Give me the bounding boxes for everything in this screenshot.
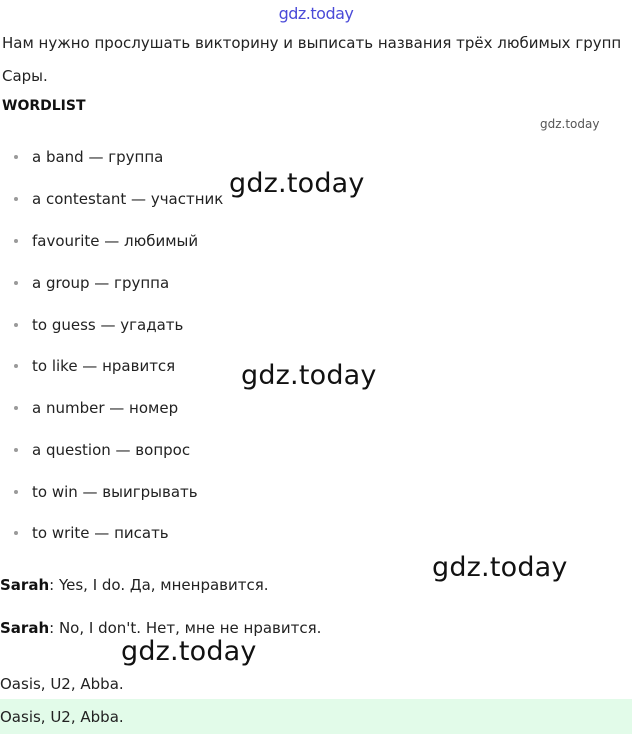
intro-line-2: Сары. [2, 67, 48, 85]
watermark-small: gdz.today [540, 117, 600, 131]
watermark-big: gdz.today [432, 552, 568, 583]
speaker-name: Sarah [0, 576, 50, 594]
word-entry: favourite — любимый [32, 232, 199, 250]
watermark-big: gdz.today [121, 636, 257, 667]
list-item [14, 399, 178, 417]
bullet-icon [14, 197, 18, 201]
bullet-icon [14, 490, 18, 494]
dialog-line-1 [0, 576, 269, 594]
intro-line-1: Нам нужно прослушать викторину и выписать названия трёх любимых групп [2, 34, 622, 52]
word-entry: to guess — угадать [32, 316, 184, 334]
word-entry: a question — вопрос [32, 441, 191, 459]
list-item [14, 148, 163, 166]
bullet-icon [14, 239, 18, 243]
watermark-big: gdz.today [241, 360, 377, 391]
answer-text: Oasis, U2, Abba. [0, 675, 124, 693]
bullet-icon [14, 281, 18, 285]
word-entry: a band — группа [32, 148, 164, 166]
list-item [14, 441, 190, 459]
bullet-icon [14, 406, 18, 410]
bullet-icon [14, 155, 18, 159]
list-item [14, 274, 169, 292]
bullet-icon [14, 323, 18, 327]
list-item [14, 190, 223, 208]
cropped-text-remnant [32, 547, 232, 553]
dialog-line-2 [0, 619, 321, 637]
answer-highlight-block [0, 699, 632, 734]
watermark-logo-top: gdz.today [278, 4, 354, 23]
word-entry: to win — выигрывать [32, 483, 198, 501]
speaker-name: Sarah [0, 619, 50, 637]
list-item [14, 483, 198, 501]
dialog-text: : No, I don't. Нет, мне не нравится. [49, 619, 322, 637]
word-entry: to like — нравится [32, 357, 176, 375]
list-item [14, 232, 198, 250]
bullet-icon [14, 364, 18, 368]
list-item [14, 524, 169, 542]
word-entry: a group — группа [32, 274, 170, 292]
word-entry: to write — писать [32, 524, 169, 542]
list-item [14, 316, 183, 334]
watermark-big: gdz.today [229, 168, 365, 199]
wordlist-heading: WORDLIST [2, 98, 86, 114]
answer-highlighted-text: Oasis, U2, Abba. [0, 708, 124, 726]
bullet-icon [14, 448, 18, 452]
list-item [14, 357, 175, 375]
dialog-text: : Yes, I do. Да, мненравится. [49, 576, 269, 594]
word-entry: a contestant — участник [32, 190, 224, 208]
word-entry: a number — номер [32, 399, 179, 417]
bullet-icon [14, 531, 18, 535]
